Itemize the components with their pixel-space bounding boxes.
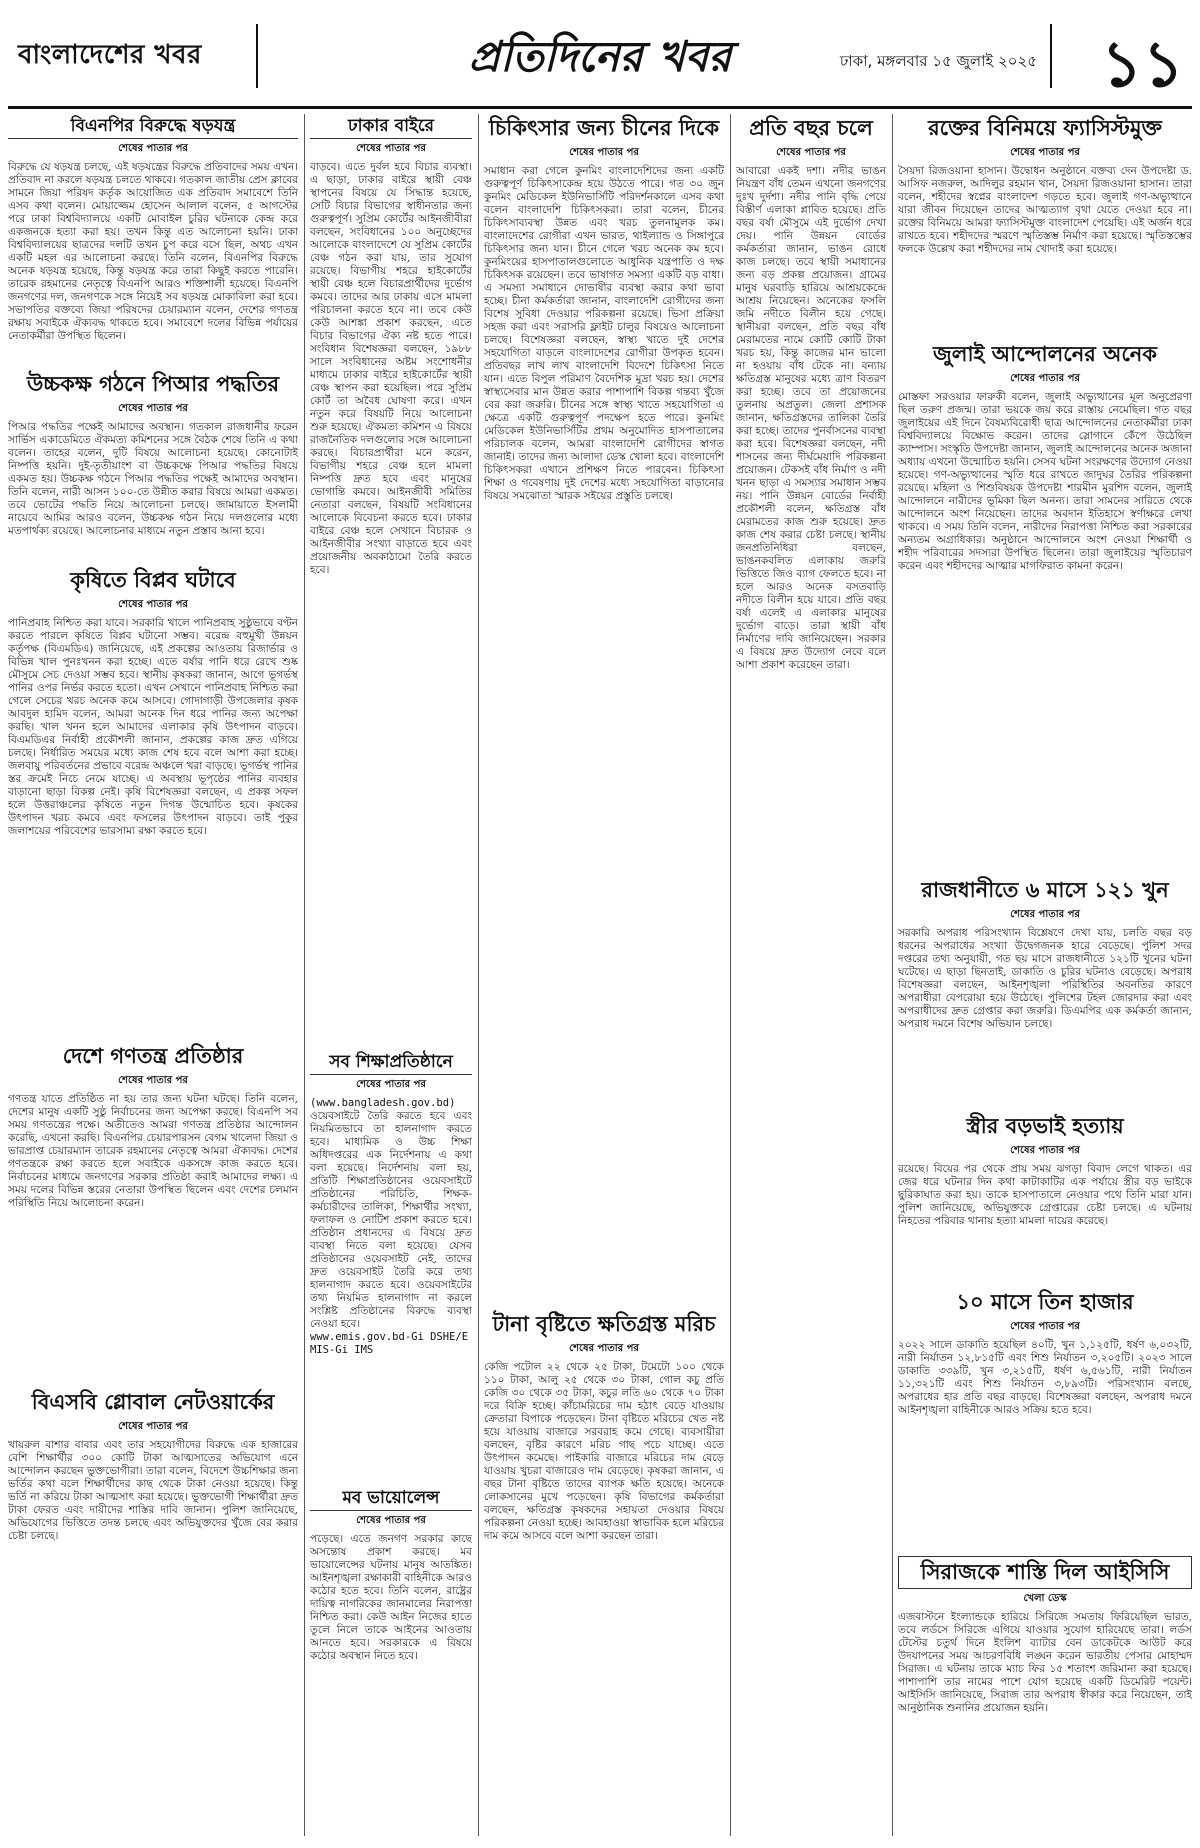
article-body: রয়েছে। বিয়ের পর থেকে প্রায় সময় ঝগড়া বিবাদ লেগে থাকত। এর জের ধরে ঘটনার দিন কথা কাটাকাটির এক পর্যায়ে স্ত্রীর বড় ভাইকে ছুরিকাঘাত করা হয়। তাকে হাসপাতালে নেওয়ার পথে তিনি মারা যান। পুলিশ জানিয়েছে, অভিযুক্তকে গ্রেপ্তারের চেষ্টা চলছে। এ ঘটনায় নিহতের পরিবার থানায় হত্যা মামলা দায়ের করেছে। bbox=[898, 1163, 1192, 1228]
article-body: কেজি পটোল ২২ থেকে ২৫ টাকা, টমেটো ১০০ থেকে ১১০ টাকা, আলু ২৫ থেকে ৩০ টাকা, গোল কচু প্রতি কেজি ৩০ থেকে ৩৫ টাকা, কচুর লতি ৬০ থেকে ৭০ টাকা দরে বিক্রি হচ্ছে। কাঁচামরিচের দাম হঠাৎ বেড়ে যাওয়ায় ক্রেতারা বিপাকে পড়েছেন। টানা বৃষ্টিতে মরিচের খেত নষ্ট হয়ে যাওয়ায় বাজারে সরবরাহ কমে গেছে। ব্যবসায়ীরা বলছেন, বৃষ্টির কারণে মরিচ গাছ পচে যাচ্ছে। এতে উৎপাদন কমেছে। পাইকারি বাজারে মরিচের দাম বেড়ে যাওয়ায় খুচরা বাজারেও দাম বেড়েছে। কৃষকরা জানান, এ বছর টানা বৃষ্টিতে তাদের ব্যাপক ক্ষতি হয়েছে। অনেকে লোকসানের মুখে পড়েছেন। কৃষি বিভাগের কর্মকর্তারা বলছেন, ক্ষতিগ্রস্ত কৃষকদের সহায়তা দেওয়ার বিষয়ে পরিকল্পনা নেওয়া হচ্ছে। আবহাওয়া স্বাভাবিক হলে মরিচের দাম কমে আসবে বলে আশা করছেন তারা। bbox=[484, 1361, 724, 1543]
headline: টানা বৃষ্টিতে ক্ষতিগ্রস্ত মরিচ bbox=[492, 1312, 716, 1336]
headline: উচ্চকক্ষ গঠনে পিআর পদ্ধতির bbox=[26, 372, 280, 396]
headline: সিরাজকে শাস্তি দিল আইসিসি bbox=[898, 1556, 1192, 1589]
continued-label: শেষের পাতার পর bbox=[1010, 1145, 1080, 1157]
headline: রাজধানীতে ৬ মাসে ১২১ খুন bbox=[921, 878, 1169, 902]
headline: চিকিৎসার জন্য চীনের দিকে bbox=[488, 116, 720, 140]
article-body: মোস্তফা সরওয়ার ফারুকী বলেন, জুলাই অভ্যুত্থানের মূল অনুপ্রেরণা ছিল তরুণ প্রজন্ম। তারা ভয়কে জয় করে রাস্তায় নেমেছিল। গত বছর জুলাইয়ের এই দিনে বৈষম্যবিরোধী ছাত্র আন্দোলনের নেতাকর্মীরা ঢাকা বিশ্ববিদ্যালয়ে বিক্ষোভ করেন। তাদের স্লোগানে কেঁপে উঠেছিল ক্যাম্পাস। সংস্কৃতি উপদেষ্টা জানান, জুলাই আন্দোলনের অনেক অজানা অধ্যায় এখনো উন্মোচিত হয়নি। সেসব ঘটনা সংরক্ষণের উদ্যোগ নেওয়া হয়েছে। গণ-অভ্যুত্থানের স্মৃতি ধরে রাখতে জাদুঘর তৈরির পরিকল্পনা রয়েছে। মহিলা ও শিশুবিষয়ক উপদেষ্টা শারমীন মুরশিদ বলেন, জুলাই আন্দোলনে নারীদের ভূমিকা ছিল অনন্য। তারা সামনের সারিতে থেকে আন্দোলনে অংশ নিয়েছেন। তাদের অবদান ইতিহাসে স্বর্ণাক্ষরে লেখা থাকবে। এ সময় তিনি বলেন, নারীদের নিরাপত্তা নিশ্চিত করা সরকারের অন্যতম অগ্রাধিকার। অনুষ্ঠানে আন্দোলনে অংশ নেওয়া শিক্ষার্থী ও শহীদ পরিবারের সদস্যরা উপস্থিত ছিলেন। তারা জুলাইয়ের স্মৃতিচারণ করেন এবং শহীদদের আত্মার মাগফিরাত কামনা করেন। bbox=[898, 391, 1192, 573]
headline: বিএসবি গ্লোবাল নেটওয়ার্কের bbox=[31, 1390, 275, 1414]
article-body: ২০২২ সালে ডাকাতি হয়েছিল ৪০টি, খুন ১,১২৫টি, ধর্ষণ ৬,০৩২টি, নারী নির্যাতন ১২,৮১৫টি এবং শিশু নির্যাতন ৩,২০৫টি। ২০২৩ সালে ডাকাতি ৩৩৯টি, খুন ৩,২১৫টি, ধর্ষণ ৬,৫৬১টি, নারী নির্যাতন ১১,৩২১টি এবং শিশু নির্যাতন ৩,৮৯৩টি। পরিসংখ্যান বলছে, অপরাধের হার প্রতি বছর বাড়ছে। বিশেষজ্ঞরা বলছেন, অপরাধ দমনে আইনশৃঙ্খলা বাহিনীকে আরও সক্রিয় হতে হবে। bbox=[898, 1339, 1192, 1417]
continued-label: শেষের পাতার পর bbox=[118, 1421, 188, 1433]
article-rokto bbox=[898, 114, 1192, 334]
article-body: সমাধান করা গেলে কুনমিং বাংলাদেশিদের জন্য একটি গুরুত্বপূর্ণ চিকিৎসাকেন্দ্র হয়ে উঠতে পারে। গত ৩০ জুন কুনমিং মেডিকেল ইউনিভার্সিটি পরিদর্শনকালে এসব কথা বলেন বাংলাদেশি চিকিৎসকরা। তারা বলেন, চীনের চিকিৎসাব্যবস্থা উন্নত এবং খরচ তুলনামূলক কম। বাংলাদেশের রোগীরা এখন ভারত, থাইল্যান্ড ও সিঙ্গাপুরে চিকিৎসার জন্য যান। চীনে গেলে খরচ অনেক কম হবে। কুনমিংয়ের হাসপাতালগুলোতে আধুনিক যন্ত্রপাতি ও দক্ষ চিকিৎসক রয়েছেন। তবে ভাষাগত সমস্যা একটি বড় বাধা। এ সমস্যা সমাধানে দোভাষীর ব্যবস্থা করার কথা ভাবা হচ্ছে। চীনা কর্মকর্তারা জানান, বাংলাদেশি রোগীদের জন্য বিশেষ সুবিধা দেওয়ার পরিকল্পনা রয়েছে। ভিসা প্রক্রিয়া সহজ করা এবং সরাসরি ফ্লাইট চালুর বিষয়েও আলোচনা চলছে। বিশেষজ্ঞরা বলছেন, স্বাস্থ্য খাতে দুই দেশের সহযোগিতা বাড়লে বাংলাদেশের রোগীরা উপকৃত হবেন। প্রতিবছর লাখ লাখ বাংলাদেশি বিদেশে চিকিৎসা নিতে যান। এতে বিপুল পরিমাণ বৈদেশিক মুদ্রা খরচ হয়। দেশের স্বাস্থ্যসেবার মান উন্নত করার পাশাপাশি বিকল্প গন্তব্য খুঁজে বের করা জরুরি। চীনের সঙ্গে স্বাস্থ্য খাতে সহযোগিতা এ ক্ষেত্রে একটি গুরুত্বপূর্ণ পদক্ষেপ হতে পারে। কুনমিং মেডিকেল ইউনিভার্সিটির প্রথম অনুমোদিত হাসপাতালের পরিচালক বলেন, আমরা বাংলাদেশি রোগীদের স্বাগত জানাই। তাদের জন্য আলাদা ডেস্ক খোলা হবে। বাংলাদেশি চিকিৎসকরা এখানে প্রশিক্ষণ নিতে পারবেন। চিকিৎসা শিক্ষা ও গবেষণায় দুই দেশের মধ্যে সহযোগিতা বাড়ানোর বিষয়ে সমঝোতা স্মারক সইয়ের প্রস্তুতি চলছে। bbox=[484, 165, 724, 503]
article-bsb bbox=[8, 1388, 298, 1828]
article-siraj bbox=[898, 1554, 1192, 1836]
dateline: ঢাকা, মঙ্গলবার ১৫ জুলাই ২০২৫ bbox=[839, 52, 1037, 70]
website-url: www.emis.gov.bd-Gi DSHE/EMIS-Gi IMS bbox=[310, 1331, 469, 1357]
headline: মব ভায়োলেন্স bbox=[310, 1488, 472, 1511]
section-title: বাংলাদেশের খবর bbox=[18, 40, 202, 70]
headline: ঢাকার বাইরে bbox=[310, 116, 472, 139]
article-mob bbox=[310, 1486, 472, 1796]
article-body: সরকারি অপরাধ পরিসংখ্যান বিশ্লেষণে দেখা যায়, চলতি বছর বড় ধরনের অপরাধের সংখ্যা উদ্বেগজনক হারে বেড়েছে। পুলিশ সদর দপ্তরের তথ্য অনুযায়ী, গত ছয় মাসে রাজধানীতে ১২১টি খুনের ঘটনা ঘটেছে। এ ছাড়া ছিনতাই, ডাকাতি ও চুরির ঘটনাও বেড়েছে। অপরাধ বিশেষজ্ঞরা বলছেন, আইনশৃঙ্খলা পরিস্থিতির অবনতির কারণে অপরাধীরা বেপরোয়া হয়ে উঠেছে। পুলিশের টহল জোরদার করা এবং অপরাধীদের দ্রুত গ্রেপ্তার করা জরুরি। ডিএমপির এক কর্মকর্তা জানান, অপরাধ দমনে বিশেষ অভিযান চলছে। bbox=[898, 927, 1192, 1031]
headline: প্রতি বছর চলে bbox=[749, 116, 873, 140]
continued-label: শেষের পাতার পর bbox=[356, 1515, 426, 1527]
headline: দেশে গণতন্ত্র প্রতিষ্ঠার bbox=[62, 1044, 244, 1068]
continued-label: শেষের পাতার পর bbox=[1010, 909, 1080, 921]
masthead-divider bbox=[1050, 24, 1052, 88]
article-body: পানিপ্রবাহ নিশ্চিত করা যাবে। সরকারি খালে পানিপ্রবাহ সুষ্ঠুভাবে বণ্টন করতে পারলে কৃষিতে বিপ্লব ঘটানো সম্ভব। বরেন্দ্র বহুমুখী উন্নয়ন কর্তৃপক্ষ (বিএমডিএ) জানিয়েছে, এই প্রকল্পের আওতায় রিজার্ভার ও বিভিন্ন খাল পুনঃখনন করা হচ্ছে। এতে বর্ষার পানি ধরে রেখে শুষ্ক মৌসুমে সেচ দেওয়া সম্ভব হবে। স্থানীয় কৃষকরা জানান, আগে ভূগর্ভস্থ পানির ওপর নির্ভর করতে হতো। এখন সেখানে পানিপ্রবাহ নিশ্চিত করা গেলে সেচের খরচ অনেক কমে আসবে। গোদাগাড়ী উপজেলার কৃষক আবদুল হামিদ বলেন, আমরা অনেক দিন ধরে পানির জন্য অপেক্ষা করছি। খাল খনন হলে আমাদের এলাকার কৃষি উৎপাদন বাড়বে। বিএমডিএর নির্বাহী প্রকৌশলী জানান, প্রকল্পের কাজ দ্রুত এগিয়ে চলছে। নির্ধারিত সময়ের মধ্যে কাজ শেষ হবে বলে আশা করা হচ্ছে। জলবায়ু পরিবর্তনের প্রভাবে বরেন্দ্র অঞ্চলে খরা বাড়ছে। ভূগর্ভস্থ পানির স্তর ক্রমেই নিচে নেমে যাচ্ছে। এ অবস্থায় ভূপৃষ্ঠের পানির ব্যবহার বাড়ানো ছাড়া বিকল্প নেই। কৃষি বিশেষজ্ঞরা বলছেন, এ প্রকল্প সফল হলে উত্তরাঞ্চলের কৃষিতে নতুন দিগন্ত উন্মোচিত হবে। কৃষকের উৎপাদন খরচ কমবে এবং ফসলের উৎপাদন বাড়বে। তাই পুকুর জলাশয়ের পরিবেশের ভারসাম্য রক্ষা করতে হবে। bbox=[8, 617, 298, 838]
article-body: বাড়বে। এতে দুর্বল হবে বিচার ব্যবস্থা। এ ছাড়া, ঢাকার বাইরে স্থায়ী বেঞ্চ স্থাপনের বিষয়ে যে সিদ্ধান্ত হয়েছে, সেটি বিচার বিভাগের স্বাধীনতার জন্য গুরুত্বপূর্ণ। সুপ্রিম কোর্টের আইনজীবীরা বলছেন, সংবিধানের ১০০ অনুচ্ছেদের আলোকে বাংলাদেশে যে সুপ্রিম কোর্টের বেঞ্চ গঠন করা যায়, তার সুযোগ রয়েছে। বিভাগীয় শহরে হাইকোর্টের স্থায়ী বেঞ্চ হলে বিচারপ্রার্থীদের দুর্ভোগ কমবে। তাদের আর ঢাকায় এসে মামলা পরিচালনা করতে হবে না। তবে কেউ কেউ আশঙ্কা প্রকাশ করছেন, এতে বিচার বিভাগের ঐক্য নষ্ট হতে পারে। সংবিধান বিশেষজ্ঞরা বলছেন, ১৯৮৮ সালে সংবিধানের অষ্টম সংশোধনীর মাধ্যমে ঢাকার বাইরে হাইকোর্টের স্থায়ী বেঞ্চ স্থাপন করা হয়েছিল। পরে সুপ্রিম কোর্ট তা অবৈধ ঘোষণা করে। এখন নতুন করে বিষয়টি নিয়ে আলোচনা শুরু হয়েছে। ঐকমত্য কমিশন এ বিষয়ে রাজনৈতিক দলগুলোর সঙ্গে আলোচনা করছে। বিচারপ্রার্থীরা মনে করেন, বিভাগীয় শহরে বেঞ্চ হলে মামলা নিষ্পত্তি দ্রুত হবে এবং মানুষের ভোগান্তি কমবে। আইনজীবী সমিতির নেতারা বলছেন, বিষয়টি সংবিধানের আলোকে বিবেচনা করতে হবে। ঢাকার বাইরে বেঞ্চ হলে সেখানে বিচারক ও আইনজীবীর সংখ্যা বাড়াতে হবে এবং প্রয়োজনীয় অবকাঠামো তৈরি করতে হবে। bbox=[310, 161, 472, 577]
website-url: (www.bangladesh.gov.bd) bbox=[310, 1097, 456, 1110]
article-chikitsa bbox=[484, 114, 724, 1304]
article-body: সৈয়দা রিজওয়ানা হাসান। উদ্বোধন অনুষ্ঠানে বক্তব্য দেন উপদেষ্টা ড. আসিফ নজরুল, আদিলুর রহমান খান, সৈয়দা রিজওয়ানা হাসান। তারা বলেন, শহীদের স্বপ্নের বাংলাদেশ গড়তে হবে। জুলাই গণ-অভ্যুত্থানে যারা জীবন দিয়েছেন তাদের আত্মত্যাগ বৃথা যেতে দেওয়া হবে না। রক্তের বিনিময়ে আমরা ফ্যাসিস্টমুক্ত বাংলাদেশ পেয়েছি। এই অর্জন ধরে রাখতে হবে। শহীদদের স্মরণে স্মৃতিস্তম্ভ নির্মাণ করা হয়েছে। স্মৃতিস্তম্ভের ফলকে উল্লেখ করা শহীদদের নাম খোদাই করা হয়েছে। bbox=[898, 165, 1192, 256]
headline: সব শিক্ষাপ্রতিষ্ঠানে bbox=[310, 1052, 472, 1075]
article-stri bbox=[898, 1112, 1192, 1282]
continued-label: শেষের পাতার পর bbox=[1010, 147, 1080, 159]
article-july bbox=[898, 340, 1192, 870]
article-bnp bbox=[8, 114, 298, 364]
article-tana bbox=[484, 1310, 724, 1790]
headline: কৃষিতে বিপ্লব ঘটাবে bbox=[70, 568, 236, 592]
article-rajdhani bbox=[898, 876, 1192, 1106]
column-divider bbox=[304, 114, 305, 1836]
headline: জুলাই আন্দোলনের অনেক bbox=[933, 342, 1157, 366]
headline: বিএনপির বিরুদ্ধে ষড়যন্ত্র bbox=[8, 116, 298, 139]
article-krishi bbox=[8, 566, 298, 1036]
page-title: প্রতিদিনের খবর bbox=[468, 32, 732, 81]
continued-label: শেষের পাতার পর bbox=[776, 147, 846, 159]
headline: রক্তের বিনিময়ে ফ্যাসিস্টমুক্ত bbox=[928, 116, 1162, 140]
continued-label: শেষের পাতার পর bbox=[118, 1075, 188, 1087]
continued-label: শেষের পাতার পর bbox=[569, 147, 639, 159]
column-4 bbox=[736, 114, 886, 1836]
article-body: বিরুদ্ধে যে ষড়যন্ত্র চলছে, এই ষড়যন্ত্রের বিরুদ্ধে প্রতিবাদের সময় এখন। প্রতিবাদ না করলে ষড়যন্ত্র চলতে থাকবে। গতকাল জাতীয় প্রেস ক্লাবের সামনে জিয়া পরিষদ কর্তৃক আয়োজিত এক প্রতিবাদ সমাবেশে তিনি এসব কথা বলেন। মোয়াজ্জেম হোসেন আলাল বলেন, ৫ আগস্টের পরে ঢাকা বিশ্ববিদ্যালয়ে একটি মোবাইল চুরির ঘটনাকে কেন্দ্র করে একজনকে হত্যা করা হয়। তখন কিন্তু এত আলোচনা হয়নি। ঢাকা বিশ্ববিদ্যালয়ের ছাত্রদের দলটি তখন চুপ করে বসে ছিল, অথচ এখন একটি মহল এর আলোচনা করছে। তিনি বলেন, বিএনপির বিরুদ্ধে অনেক ষড়যন্ত্র হয়েছে, কিন্তু ষড়যন্ত্র করে তারা কিছুই করতে পারেনি। তারেক রহমানের নেতৃত্বে বিএনপি আরও শক্তিশালী হয়েছে। বিএনপি জনগণের দল, জনগণকে সঙ্গে নিয়েই সব ষড়যন্ত্র মোকাবিলা করা হবে। সভাপতির বক্তব্যে জিয়া পরিষদের চেয়ারম্যান বলেন, দেশের গণতন্ত্র রক্ষায় সবাইকে ঐক্যবদ্ধ থাকতে হবে। সমাবেশে দলের বিভিন্ন পর্যায়ের নেতাকর্মীরা উপস্থিত ছিলেন। bbox=[8, 161, 298, 343]
headline: ১০ মাসে তিন হাজার bbox=[956, 1290, 1134, 1314]
continued-label: শেষের পাতার পর bbox=[118, 599, 188, 611]
continued-label: শেষের পাতার পর bbox=[118, 403, 188, 415]
column-5 bbox=[898, 114, 1192, 1836]
article-body: পিআর পদ্ধতির পক্ষেই আমাদের অবস্থান। গতকাল রাজধানীর ফরেন সার্ভিস একাডেমিতে ঐকমত্য কমিশনের সঙ্গে বৈঠক শেষে তিনি এ কথা বলেন। তাহের বলেন, দুটি বিষয়ে আলোচনা হয়েছে। কোনোটাই নিষ্পত্তি হয়নি। দুই-তৃতীয়াংশ বা উচ্চকক্ষে পিআর পদ্ধতির বিষয়ে একমত হয়। উচ্চকক্ষ গঠনে পিআর পদ্ধতির পক্ষেই আমাদের অবস্থান। তিনি বলেন, নারী আসন ১০০-তে উন্নীত করার বিষয়ে আমরা একমত। তবে ভোটের পদ্ধতি নিয়ে আলোচনা চলছে। জামায়াতে ইসলামী নায়েবে আমির আরও বলেন, উচ্চকক্ষ গঠন নিয়ে দলগুলোর মধ্যে মতপার্থক্য রয়েছে। আলোচনার মাধ্যমে নতুন প্রস্তাব আনা হবে। bbox=[8, 421, 298, 538]
article-dhakar-baire bbox=[310, 114, 472, 1044]
article-body: আবারো একই দশা। নদীর ভাঙন নিয়ন্ত্রণ বাঁধ তেমন এখনো জনগণের দুঃখ দুর্দশা। নদীর পানি বৃদ্ধি পেয়ে বিস্তীর্ণ এলাকা প্লাবিত হয়েছে। প্রতি বছর বর্ষা মৌসুমে এই দুর্ভোগ দেখা দেয়। পানি উন্নয়ন বোর্ডের কর্মকর্তারা জানান, ভাঙন রোধে কাজ চলছে। তবে স্থায়ী সমাধানের জন্য বড় প্রকল্প প্রয়োজন। গ্রামের মানুষ ঘরবাড়ি হারিয়ে আশ্রয়কেন্দ্রে আশ্রয় নিয়েছেন। অনেকের ফসলি জমি নদীতে বিলীন হয়ে গেছে। স্থানীয়রা বলছেন, প্রতি বছর বাঁধ মেরামতের নামে কোটি কোটি টাকা খরচ হয়, কিন্তু কাজের মান ভালো না হওয়ায় বাঁধ টেকে না। বন্যায় ক্ষতিগ্রস্ত মানুষের মধ্যে ত্রাণ বিতরণ করা হচ্ছে। তবে তা প্রয়োজনের তুলনায় অপ্রতুল। জেলা প্রশাসক জানান, ক্ষতিগ্রস্তদের তালিকা তৈরি করা হচ্ছে। তাদের পুনর্বাসনের ব্যবস্থা করা হবে। বিশেষজ্ঞরা বলছেন, নদী শাসনের জন্য দীর্ঘমেয়াদি পরিকল্পনা প্রয়োজন। টেকসই বাঁধ নির্মাণ ও নদী খনন ছাড়া এ সমস্যার সমাধান সম্ভব নয়। পানি উন্নয়ন বোর্ডের নির্বাহী প্রকৌশলী বলেন, ক্ষতিগ্রস্ত বাঁধ মেরামতের কাজ শুরু হয়েছে। দ্রুত কাজ শেষ করার চেষ্টা চলছে। স্থানীয় জনপ্রতিনিধিরা বলছেন, ভাঙনকবলিত এলাকায় জরুরি ভিত্তিতে জিও ব্যাগ ফেলতে হবে। না হলে আরও অনেক বসতবাড়ি নদীতে বিলীন হয়ে যাবে। প্রতি বছর বর্ষা এলেই এ এলাকার মানুষের দুর্ভোগ বাড়ে। তারা স্থায়ী বাঁধ নির্মাণের দাবি জানিয়েছেন। সরকার এ বিষয়ে দ্রুত উদ্যোগ নেবে বলে আশা প্রকাশ করেছেন তারা। bbox=[736, 165, 886, 672]
article-gonotontro bbox=[8, 1042, 298, 1382]
column-3 bbox=[484, 114, 724, 1836]
article-body: পড়েছে। এতে জনগণ সরকার কাছে অসন্তোষ প্রকাশ করছে। মব ভায়োলেন্সের ঘটনায় মানুষ আতঙ্কিত। আইনশৃঙ্খলা রক্ষাকারী বাহিনীকে আরও কঠোর হতে হবে। তিনি বলেন, রাষ্ট্রের দায়িত্ব নাগরিকের জানমালের নিরাপত্তা নিশ্চিত করা। কেউ আইন নিজের হাতে তুলে নিলে তাকে আইনের আওতায় আনতে হবে। সরকারকে এ বিষয়ে কঠোর অবস্থান নিতে হবে। bbox=[310, 1533, 472, 1663]
article-body: গণতন্ত্র যাতে প্রতিষ্ঠিত না হয় তার জন্য ঘটনা ঘটছে। তিনি বলেন, দেশের মানুষ একটি সুষ্ঠু নির্বাচনের জন্য অপেক্ষা করছে। বিএনপি সব সময় গণতন্ত্রের পক্ষে। অতীতেও আমরা গণতন্ত্র প্রতিষ্ঠার আন্দোলন করেছি, এখনো করছি। বিএনপির চেয়ারপারসন বেগম খালেদা জিয়া ও ভারপ্রাপ্ত চেয়ারম্যান তারেক রহমানের নেতৃত্বে আমরা ঐক্যবদ্ধ। দেশের গণতন্ত্রকে রক্ষা করতে হলে সবাইকে একসঙ্গে কাজ করতে হবে। নির্বাচনের মাধ্যমে জনগণের সরকার প্রতিষ্ঠা করাই আমাদের লক্ষ্য। এ সময় দলের বিভিন্ন স্তরের নেতারা উপস্থিত ছিলেন এবং দেশের চলমান পরিস্থিতি নিয়ে আলোচনা করেন। bbox=[8, 1093, 298, 1210]
article-pr bbox=[8, 370, 298, 560]
column-divider bbox=[892, 114, 893, 1836]
continued-label: শেষের পাতার পর bbox=[356, 1079, 426, 1091]
headline: স্ত্রীর বড়ভাই হত্যায় bbox=[966, 1114, 1124, 1138]
continued-label: শেষের পাতার পর bbox=[118, 143, 188, 155]
columns bbox=[8, 114, 1192, 1836]
byline: খেলা ডেস্ক bbox=[1023, 1593, 1067, 1605]
column-divider bbox=[478, 114, 479, 1836]
article-body: এজবাস্টনে ইংল্যান্ডকে হারিয়ে সিরিজে সমতায় ফিরিয়েছিল ভারত, তবে লর্ডসে সিরিজে এগিয়ে যাওয়ার সুযোগ হারিয়েছে তারা। লর্ডস টেস্টের চতুর্থ দিনে ইংলিশ ব্যাটার বেন ডাকেটকে আউট করে উদযাপনের সময় আচরণবিধি লঙ্ঘন করেন ভারতীয় পেসার মোহাম্মদ সিরাজ। এ ঘটনায় তাকে ম্যাচ ফির ১৫ শতাংশ জরিমানা করা হয়েছে। পাশাপাশি তার নামের পাশে যোগ হয়েছে একটি ডিমেরিট পয়েন্ট। আইসিসি জানিয়েছে, সিরাজ তার অপরাধ স্বীকার করে নিয়েছেন, তাই আনুষ্ঠানিক শুনানির প্রয়োজন হয়নি। bbox=[898, 1611, 1192, 1715]
masthead bbox=[8, 6, 1192, 109]
article-body: খায়রুল বাশার বাবার এবং তার সহযোগীদের বিরুদ্ধে এক হাজারের বেশি শিক্ষার্থীর ৩০০ কোটি টাকা আত্মসাতের অভিযোগ এনে আন্দোলন করছেন ভুক্তভোগীরা। তারা বলেন, বিদেশে উচ্চশিক্ষার জন্য ভর্তির কথা বলে শিক্ষার্থীদের কাছ থেকে টাকা নেওয়া হয়েছে। কিন্তু ভর্তি না করিয়ে টাকা আত্মসাৎ করা হয়েছে। ভুক্তভোগী শিক্ষার্থীরা দ্রুত টাকা ফেরত এবং দায়ীদের শাস্তির দাবি জানান। পুলিশ জানিয়েছে, অভিযোগের ভিত্তিতে তদন্ত চলছে এবং অভিযুক্তদের খুঁজে বের করার চেষ্টা চলছে। bbox=[8, 1439, 298, 1543]
article-tinhajar bbox=[898, 1288, 1192, 1548]
page-number: ১১ bbox=[1100, 28, 1184, 102]
continued-label: শেষের পাতার পর bbox=[1010, 1321, 1080, 1333]
newspaper-page bbox=[8, 6, 1192, 1836]
continued-label: শেষের পাতার পর bbox=[1010, 373, 1080, 385]
column-divider bbox=[730, 114, 731, 1836]
article-body: ওয়েবসাইটে তৈরি করতে হবে এবং নিয়মিতভাবে তা হালনাগাদ করতে হবে। মাধ্যমিক ও উচ্চ শিক্ষা অধিদপ্তরের এক নির্দেশনায় এ কথা বলা হয়েছে। নির্দেশনায় বলা হয়, প্রতিটি শিক্ষাপ্রতিষ্ঠানের ওয়েবসাইটে প্রতিষ্ঠানের পরিচিতি, শিক্ষক-কর্মচারীদের তালিকা, শিক্ষার্থীর সংখ্যা, ফলাফল ও নোটিশ প্রকাশ করতে হবে। প্রতিষ্ঠান প্রধানদের এ বিষয়ে দ্রুত ব্যবস্থা নিতে বলা হয়েছে। যেসব প্রতিষ্ঠানের ওয়েবসাইট নেই, তাদের দ্রুত ওয়েবসাইট তৈরি করে তথ্য হালনাগাদ করতে হবে। ওয়েবসাইটের তথ্য নিয়মিত হালনাগাদ না করলে সংশ্লিষ্ট প্রতিষ্ঠানের বিরুদ্ধে ব্যবস্থা নেওয়া হবে। bbox=[310, 1110, 472, 1331]
article-protibochor bbox=[736, 114, 886, 1814]
continued-label: শেষের পাতার পর bbox=[569, 1343, 639, 1355]
column-1 bbox=[8, 114, 298, 1836]
continued-label: শেষের পাতার পর bbox=[356, 143, 426, 155]
column-2 bbox=[310, 114, 472, 1836]
article-shikkha bbox=[310, 1050, 472, 1480]
